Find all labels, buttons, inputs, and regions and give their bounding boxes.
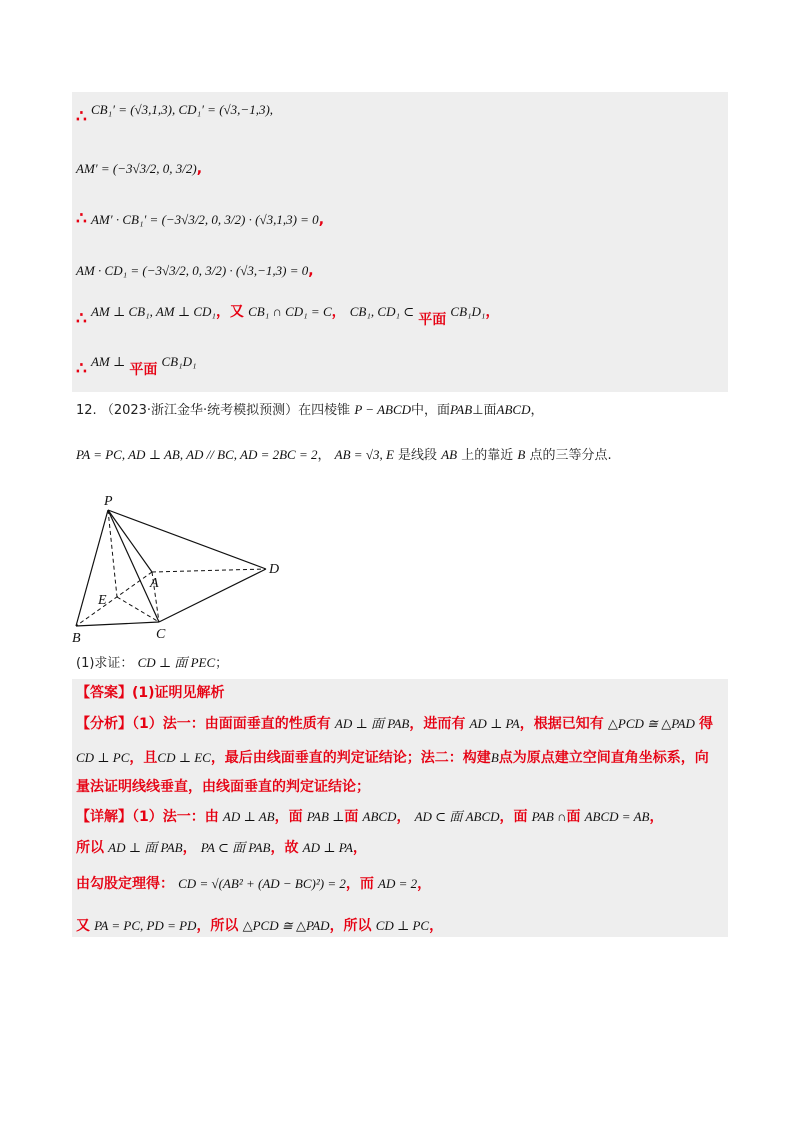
edge-CD [159,569,266,622]
analysis-line-3: 量法证明线线垂直，由线面垂直的判定证结论； [76,779,370,795]
answer-line: 【答案】(1)证明见解析 [76,685,225,701]
sol-line-4: AM · CD₁ = (−3√3/2, 0, 3/2) · (√3,−1,3) = 0, [76,263,314,279]
edge-BC [76,622,159,626]
sol-line-3: ∴ AM′ · CB₁′ = (−3√3/2, 0, 3/2) · (√3,1,3) = 0, [76,209,325,229]
analysis-line-2: CD ⊥ PC，且CD ⊥ EC，最后由线面垂直的判定证结论；法二：构建B点为原点建立空间直角坐标系，向 [76,750,709,766]
dot-product-expression: AM′ · CB₁′ = (−3√3/2, 0, 3/2) · (√3,1,3) = 0 [90,212,319,227]
label-C: C [156,627,166,642]
sol-line-6: ∴ AM ⊥ 平面 CB₁D₁ [76,354,197,379]
edge-AB [76,572,152,626]
analysis-line-1: 【分析】（1）法一：由面面垂直的性质有 AD ⊥ 面 PAB，进而有 AD ⊥ PA，根据已知有 △PCD ≅ △PAD 得 [76,716,714,732]
dot-product-expression: AM · CD₁ = (−3√3/2, 0, 3/2) · (√3,−1,3) = 0 [76,263,309,278]
pythagorean-expression: CD = √(AB² + (AD − BC)²) = 2 [178,876,346,891]
therefore-symbol: ∴ [76,107,87,127]
therefore-symbol: ∴ [76,359,87,379]
vector-expression: AM′ = (−3√3/2, 0, 3/2) [76,161,197,176]
label-E: E [98,593,107,608]
label-A: A [150,576,159,591]
edge-PA [108,510,152,572]
sol-line-5: ∴ AM ⊥ CB₁, AM ⊥ CD₁，又 CB₁ ∩ CD₁ = C， CB₁, CD₁ ⊂ 平面 CB₁D₁， [76,304,500,329]
problem-number: 12. [76,403,97,418]
detail-line-3: 由勾股定理得： CD = √(AB² + (AD − BC)²) = 2，而 AD = 2， [76,876,432,892]
sol-line-2: AM′ = (−3√3/2, 0, 3/2), [76,161,203,177]
detail-line-1: 【详解】（1）法一：由 AD ⊥ AB，面 PAB ⊥面 ABCD， AD ⊂ 面 ABCD，面 PAB ∩面 ABCD = AB， [76,809,664,825]
problem-source: （2023·浙江金华·统考模拟预测）在四棱锥 [100,403,351,418]
label-D: D [269,562,280,577]
label-P: P [104,494,113,509]
sol-line-1 [76,100,274,127]
detail-line-4: 又 PA = PC, PD = PD，所以 △PCD ≅ △PAD，所以 CD ⊥ PC， [76,918,444,934]
question-1: (1)求证： CD ⊥ 面 PEC； [76,655,229,671]
problem-line-2: PA = PC, AD ⊥ AB, AD // BC, AD = 2BC = 2， AB = √3, E 是线段 AB 上的靠近 B 点的三等分点. [76,447,612,463]
edge-PB [76,510,108,626]
edge-PE [108,510,117,597]
pyramid-figure [70,492,310,652]
problem-line-1: 12. （2023·浙江金华·统考模拟预测）在四棱锥 P − ABCD中，面PAB⊥面ABCD， [76,402,544,418]
label-B: B [72,631,81,646]
solution-band-top [72,92,728,392]
condition-expression: PA = PC, AD ⊥ AB, AD // BC, AD = 2BC = 2 [76,447,318,462]
therefore-symbol: ∴ [76,209,87,229]
detail-line-2: 所以 AD ⊥ 面 PAB， PA ⊂ 面 PAB，故 AD ⊥ PA， [76,840,367,856]
vector-expression: CB₁′ = (√3,1,3), CD₁′ = (√3,−1,3), [90,102,274,117]
edge-AD [152,569,266,572]
therefore-symbol: ∴ [76,309,87,329]
edge-PD [108,510,266,569]
